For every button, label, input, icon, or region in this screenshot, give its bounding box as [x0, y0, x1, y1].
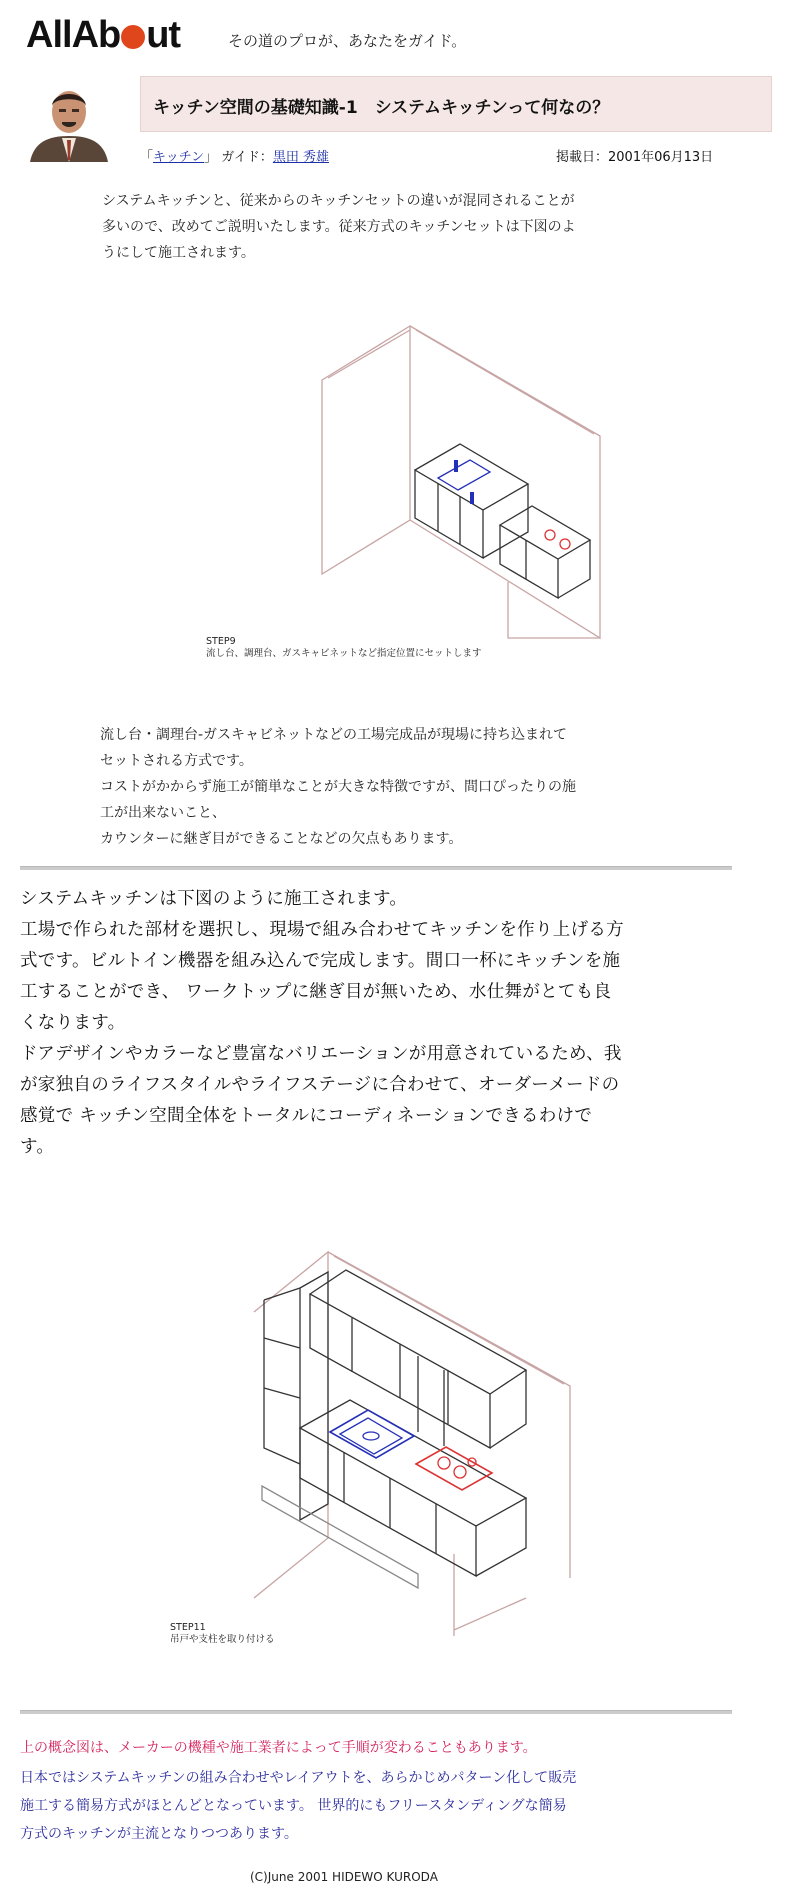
market-note-line: 施工する簡易方式がほとんどとなっています。 世界的にもフリースタンディングな簡易	[20, 1798, 567, 1814]
guide-name-link[interactable]: 黒田 秀雄	[272, 150, 329, 165]
market-note	[20, 1764, 740, 1848]
article-title-box	[140, 76, 772, 132]
figure1-step: STEP9	[206, 636, 236, 647]
system-line: システムキッチンは下図のように施工されます。	[20, 889, 408, 909]
category-bracket: 「	[140, 150, 154, 165]
logo-text-a: All	[26, 14, 72, 56]
system-line: 式です。ビルトイン機器を組み込んで完成します。間口一杯にキッチンを施	[20, 951, 621, 971]
allabout-logo[interactable]	[26, 14, 180, 57]
section-divider	[20, 1710, 732, 1714]
market-note-line: 方式のキッチンが主流となりつつあります。	[20, 1826, 298, 1842]
system-line: が家独自のライフスタイルやライフステージに合わせて、オーダーメードの	[20, 1075, 620, 1095]
intro-line: うにして施工されます。	[102, 245, 255, 261]
system-line: ドアデザインやカラーなど豊富なバリエーションが用意されているため、我	[20, 1044, 622, 1064]
system-kitchen-diagram	[240, 1248, 580, 1638]
guide-label: 」 ガイド：	[204, 150, 273, 165]
intro-paragraph	[102, 188, 576, 266]
site-tagline: その道のプロが、あなたをガイド。	[228, 32, 467, 50]
system-line: 感覚で キッチン空間全体をトータルにコーディネーションできるわけで	[20, 1106, 593, 1126]
intro-line: 多いので、改めてご説明いたします。従来方式のキッチンセットは下図のよ	[102, 219, 576, 235]
figure2-step-text: 吊戸や支柱を取り付ける	[170, 1634, 275, 1645]
figure2-caption	[170, 1622, 275, 1646]
copyright-footer: (C)June 2001 HIDEWO KURODA	[250, 1870, 438, 1884]
article-meta	[140, 146, 329, 165]
conventional-line: セットされる方式です。	[100, 753, 253, 769]
intro-line: システムキッチンと、従来からのキッチンセットの違いが混同されることが	[102, 193, 575, 209]
system-kitchen-description	[20, 884, 732, 1163]
logo-text-b: Ab	[71, 14, 121, 56]
article-title: キッチン空間の基礎知識-1 システムキッチンって何なの？	[153, 98, 610, 118]
procedure-note: 上の概念図は、メーカーの機種や施工業者によって手順が変わることもあります。	[20, 1740, 537, 1756]
system-line: 工場で作られた部材を選択し、現場で組み合わせてキッチンを作り上げる方	[20, 920, 624, 940]
section-divider	[20, 866, 732, 870]
category-link[interactable]: キッチン	[153, 150, 205, 165]
conventional-line: カウンターに継ぎ目ができることなどの欠点もあります。	[100, 831, 463, 847]
figure1-step-text: 流し台、調理台、ガスキャビネットなど指定位置にセットします	[206, 648, 482, 659]
system-line: す。	[20, 1137, 55, 1157]
logo-text-c: ut	[146, 14, 181, 56]
guide-avatar	[26, 76, 112, 162]
publish-date: 掲載日：2001年06月13日	[556, 150, 714, 165]
figure2-step: STEP11	[170, 1622, 206, 1633]
logo-dot-icon	[121, 25, 145, 49]
figure1-caption	[206, 636, 482, 660]
conventional-line: 流し台・調理台-ガスキャビネットなどの工場完成品が現場に持ち込まれて	[100, 727, 568, 743]
system-line: くなります。	[20, 1013, 126, 1033]
market-note-line: 日本ではシステムキッチンの組み合わせやレイアウトを、あらかじめパターン化して販売	[20, 1770, 577, 1786]
system-line: 工することができ、 ワークトップに継ぎ目が無いため、水仕舞がとても良	[20, 982, 612, 1002]
conventional-line: 工が出来ないこと、	[100, 805, 226, 821]
conventional-kitchen-diagram	[310, 320, 610, 650]
conventional-line: コストがかからず施工が簡単なことが大きな特徴ですが、間口ぴったりの施	[100, 779, 576, 795]
conventional-description	[100, 722, 576, 852]
